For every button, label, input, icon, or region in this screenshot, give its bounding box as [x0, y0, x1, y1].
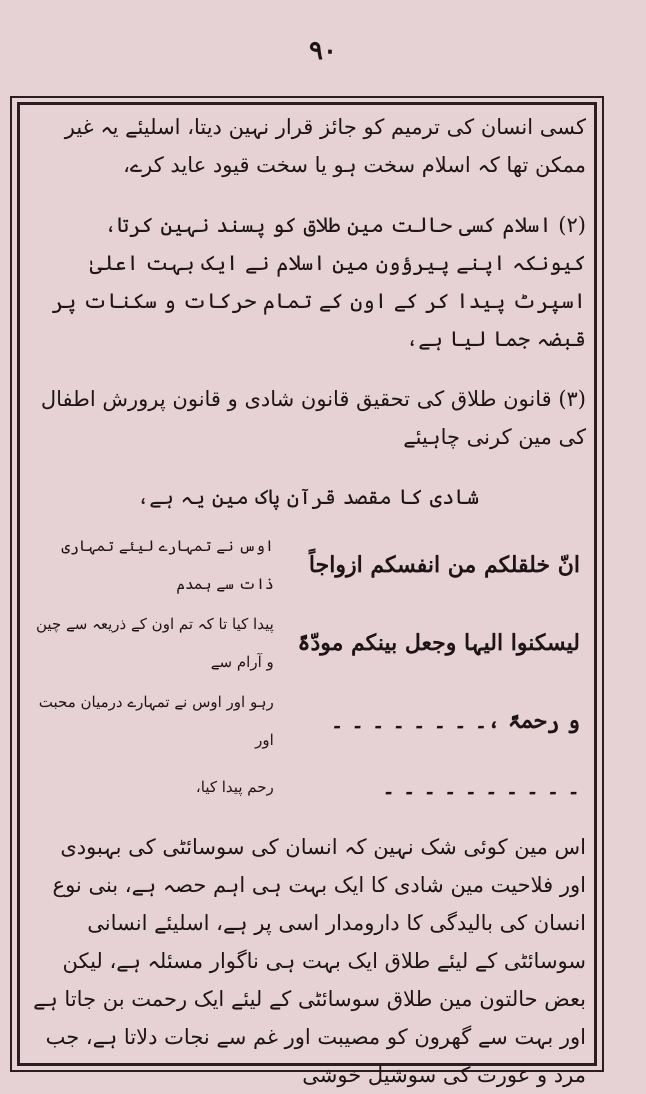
- paragraph-2: (۲) اسلام کسی حالت مین طلاق کو پسند نہین کرتا، کیونکہ اپنے پیرؤون مین اسلام نے ایک بہت اعلیٰ اسپرٹ پیدا کر کے اون کے تمام حرکات و سکنات پر قبضہ جما لیا ہے،: [51, 213, 586, 351]
- verse-translation: رہو اور اوس نے تمہارے درمیان محبت اور: [38, 693, 274, 749]
- verse-row: [30, 760, 586, 814]
- verse-arabic: ۔ ۔ ۔ ۔ ۔ ۔ ۔ ۔ ۔ ۔: [382, 774, 580, 800]
- verse-arabic: لیسکنوا الیہا وجعل بینکم مودّۃً: [297, 630, 580, 656]
- verse-translation: پیدا کیا تا کہ تم اون کے ذریعہ سے چین و آرام سے: [35, 615, 274, 671]
- verse-translation: اوس نے تمہارے لیئے تمہاری ذات سے ہمدم: [61, 537, 274, 593]
- verse-arabic: انّ خلقلکم من انفسکم ازواجاً: [308, 552, 580, 578]
- paragraph-4: اس مین کوئی شک نہین کہ انسان کی سوسائٹی کی بہبودی اور فلاحیت مین شادی کا ایک بہت ہی اہم حصہ ہے، بنی نوع انسان کی بالیدگی کا دارومدار اسی پر ہے، اسلیئے انسانی سوسائٹی کے لیئے طلاق ایک بہت ہی ناگوار مسئلہ ہے، لیکن بعض حالتون مین طلاق سوسائٹی کے لیئے ایک رحمت بن جاتا ہے اور بہت سے گھرون کو مصیبت اور غم سے نجات دلاتا ہے، جب مرد و عورت کی سوشیل خوشی: [33, 835, 586, 1087]
- verse-translation: رحم پیدا کیا،: [195, 778, 274, 796]
- verse-row: [30, 682, 586, 760]
- paragraph-3: (۳) قانون طلاق کی تحقیق قانون شادی و قانون پرورش اطفال کی مین کرنی چاہیئے: [40, 387, 586, 449]
- verse-row: [30, 526, 586, 604]
- verse-row: [30, 604, 586, 682]
- page-body: [30, 108, 586, 1087]
- verse-table: [30, 526, 586, 814]
- page-number: ۹۰: [309, 36, 337, 66]
- verse-heading: شادی کا مقصد قرآن پاک مین یہ ہے،: [136, 485, 480, 509]
- paragraph-1: کسی انسان کی ترمیم کو جائز قرار نہین دیتا، اسلیئے یہ غیر ممکن تھا کہ اسلام سخت ہو یا سخت قیود عاید کرے،: [64, 115, 586, 177]
- verse-arabic: و رحمۃً ،۔ ۔ ۔ ۔ ۔ ۔ ۔ ۔: [330, 708, 580, 734]
